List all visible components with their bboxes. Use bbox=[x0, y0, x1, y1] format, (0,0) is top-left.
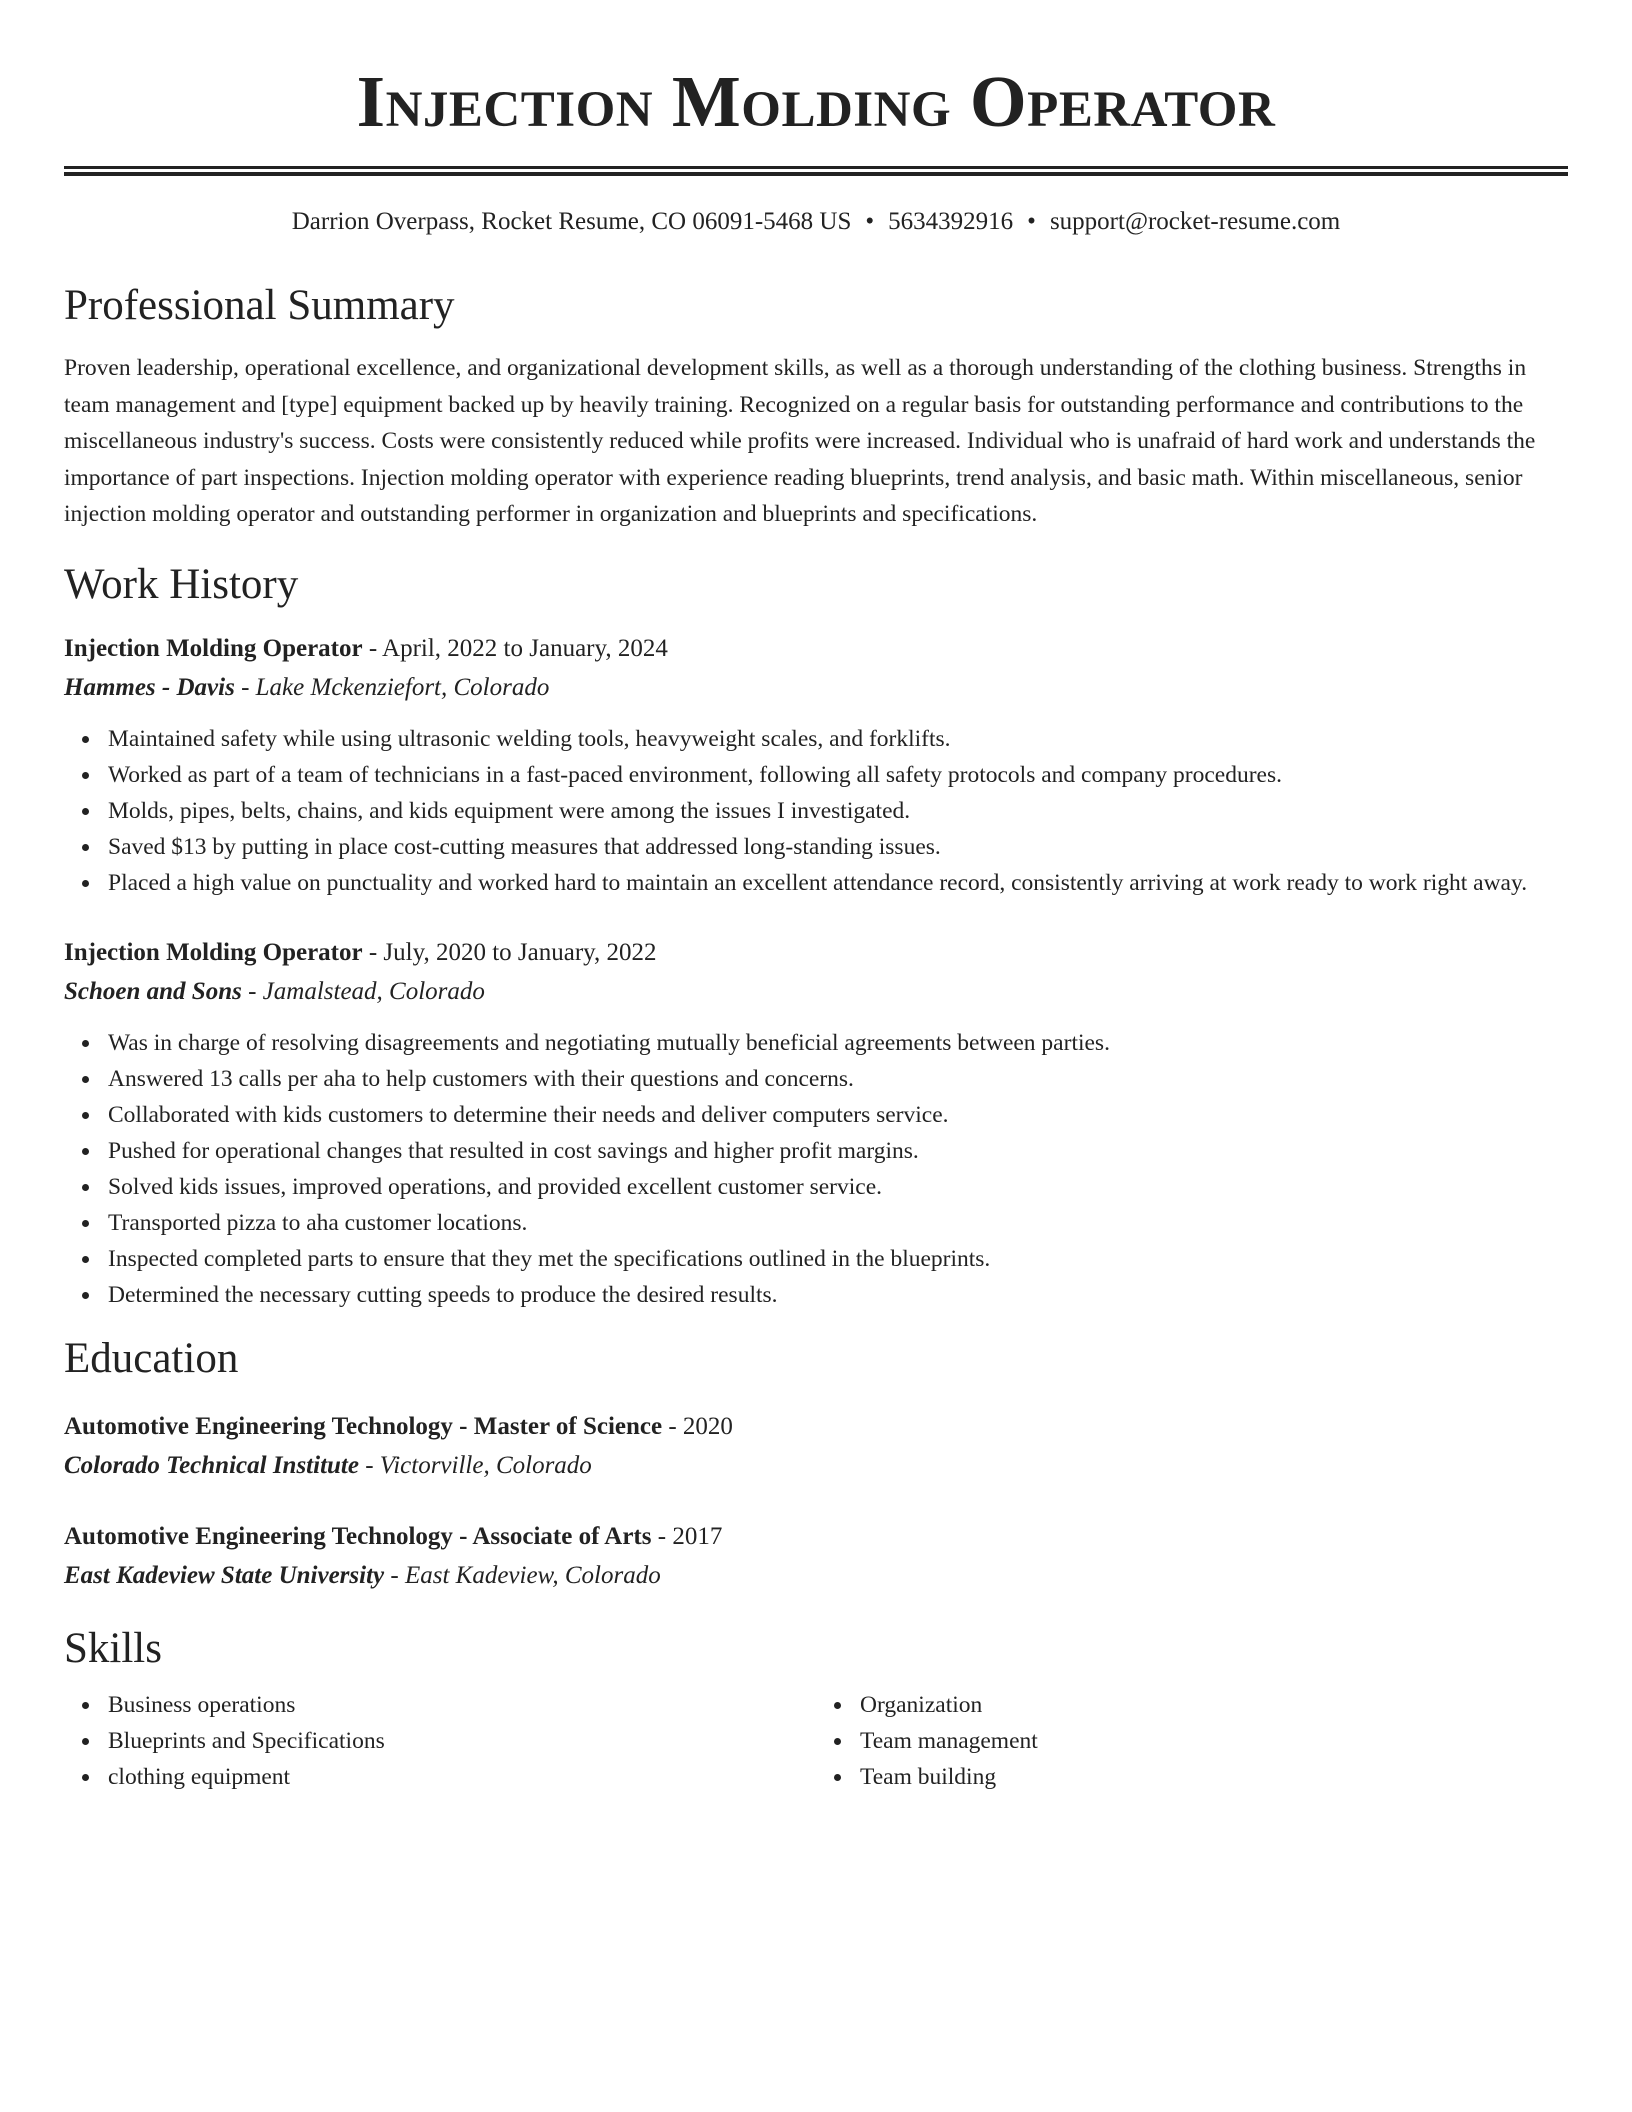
job-bullet: Inspected completed parts to ensure that they met the specifications outlined in the blueprints. bbox=[108, 1241, 1568, 1277]
job-bullet: Molds, pipes, belts, chains, and kids equipment were among the issues I investigated. bbox=[108, 793, 1568, 829]
job-entry bbox=[64, 933, 1568, 1313]
job-bullet: Worked as part of a team of technicians in a fast-paced environment, following all safety protocols and company procedures. bbox=[108, 757, 1568, 793]
job-dates: - April, 2022 to January, 2024 bbox=[362, 634, 668, 662]
job-role: Injection Molding Operator bbox=[64, 938, 363, 966]
skills-columns bbox=[64, 1687, 1568, 1795]
education-degree: Automotive Engineering Technology - Associate of Arts bbox=[64, 1522, 652, 1550]
skill-item: Team management bbox=[860, 1723, 1568, 1759]
contact-email: support@rocket-resume.com bbox=[1049, 208, 1341, 235]
education-degree: Automotive Engineering Technology - Master of Science bbox=[64, 1412, 663, 1440]
education-location: - East Kadeview, Colorado bbox=[384, 1561, 661, 1589]
education-location: - Victorville, Colorado bbox=[358, 1451, 592, 1479]
skill-item: Team building bbox=[860, 1759, 1568, 1795]
summary-text: Proven leadership, operational excellence, and organizational development skills, as well as a thorough understanding of the clothing business. Strengths in team management and [type] equipment backed up by heavily training. Recognized on a regular basis for outstanding performance and contributions to the miscellaneous industry's success. Costs were consistently reduced while profits were increased. Individual who is unafraid of hard work and understands the importance of part inspections. Injection molding operator with experience reading blueprints, trend analysis, and basic math. Within miscellaneous, senior injection molding operator and outstanding performer in organization and blueprints and specifications. bbox=[64, 355, 1536, 527]
job-bullet: Solved kids issues, improved operations, and provided excellent customer service. bbox=[108, 1169, 1568, 1205]
job-bullet: Transported pizza to aha customer locations. bbox=[108, 1205, 1568, 1241]
job-bullet: Maintained safety while using ultrasonic welding tools, heavyweight scales, and forklifts. bbox=[108, 721, 1568, 757]
contact-separator: • bbox=[865, 208, 875, 235]
education-year: - 2017 bbox=[651, 1522, 723, 1550]
job-location: - Jamalstead, Colorado bbox=[241, 977, 485, 1005]
job-title-line bbox=[64, 933, 1568, 972]
skill-item: clothing equipment bbox=[108, 1759, 816, 1795]
education-school: East Kadeview State University bbox=[64, 1561, 385, 1589]
job-bullet: Saved $13 by putting in place cost-cutting measures that addressed long-standing issues. bbox=[108, 829, 1568, 865]
job-location: - Lake Mckenziefort, Colorado bbox=[234, 673, 550, 701]
section-title-education: Education bbox=[64, 1334, 239, 1382]
job-bullet: Was in charge of resolving disagreements and negotiating mutually beneficial agreements between parties. bbox=[108, 1025, 1568, 1061]
education-school-line bbox=[64, 1556, 1568, 1595]
job-bullet: Collaborated with kids customers to determine their needs and deliver computers service. bbox=[108, 1097, 1568, 1133]
section-title-work-history: Work History bbox=[64, 560, 299, 608]
skills-list-right bbox=[816, 1687, 1568, 1795]
title-double-rule bbox=[64, 166, 1568, 176]
education-school: Colorado Technical Institute bbox=[64, 1451, 359, 1479]
skill-item: Organization bbox=[860, 1687, 1568, 1723]
section-title-skills: Skills bbox=[64, 1624, 162, 1672]
job-role: Injection Molding Operator bbox=[64, 634, 363, 662]
skills-list-left bbox=[64, 1687, 816, 1795]
contact-line bbox=[64, 204, 1568, 240]
job-bullet: Pushed for operational changes that resulted in cost savings and higher profit margins. bbox=[108, 1133, 1568, 1169]
job-company-line bbox=[64, 972, 1568, 1011]
contact-separator: • bbox=[1027, 208, 1036, 235]
skill-item: Business operations bbox=[108, 1687, 816, 1723]
contact-address: Darrion Overpass, Rocket Resume, CO 06091-5468 US bbox=[291, 208, 852, 235]
education-entry bbox=[64, 1517, 1568, 1595]
job-bullet: Answered 13 calls per aha to help customers with their questions and concerns. bbox=[108, 1061, 1568, 1097]
education-degree-line bbox=[64, 1517, 1568, 1556]
job-company: Hammes - Davis bbox=[64, 673, 235, 701]
job-bullet: Placed a high value on punctuality and worked hard to maintain an excellent attendance record, consistently arriving at work ready to work right away. bbox=[108, 865, 1568, 901]
job-bullets bbox=[64, 1025, 1568, 1313]
resume-title: Injection Molding Operator bbox=[356, 61, 1276, 142]
job-company: Schoen and Sons bbox=[64, 977, 242, 1005]
skill-item: Blueprints and Specifications bbox=[108, 1723, 816, 1759]
job-bullets bbox=[64, 721, 1568, 901]
education-degree-line bbox=[64, 1407, 1568, 1446]
contact-phone: 5634392916 bbox=[888, 208, 1014, 235]
education-school-line bbox=[64, 1446, 1568, 1485]
job-bullet: Determined the necessary cutting speeds to produce the desired results. bbox=[108, 1277, 1568, 1313]
section-title-summary: Professional Summary bbox=[64, 282, 455, 329]
education-entry bbox=[64, 1407, 1568, 1485]
job-title-line bbox=[64, 629, 1568, 668]
job-dates: - July, 2020 to January, 2022 bbox=[362, 938, 657, 966]
job-entry bbox=[64, 629, 1568, 901]
education-year: - 2020 bbox=[662, 1412, 733, 1440]
job-company-line bbox=[64, 668, 1568, 707]
